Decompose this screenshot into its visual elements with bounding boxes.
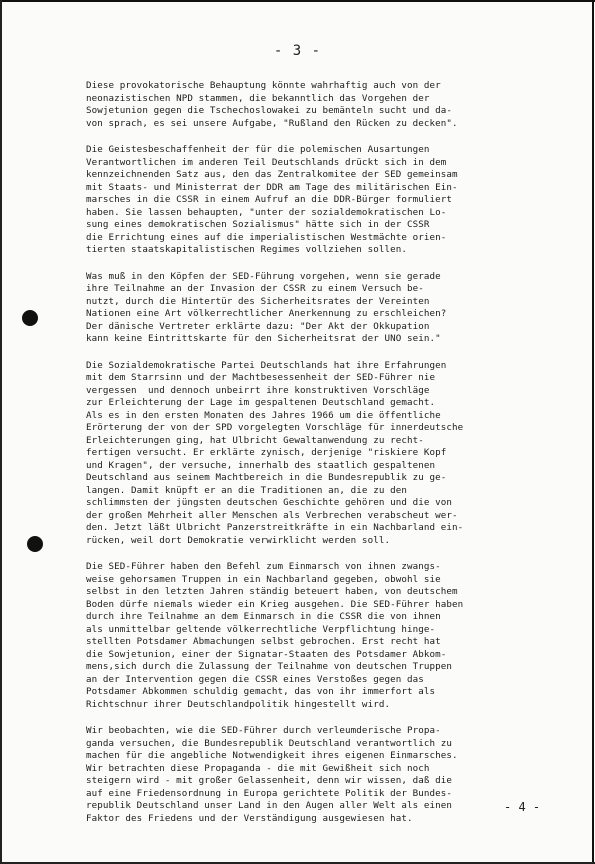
text-line: die Sowjetunion, einer der Signatar-Staaten des Potsdamer Abkom-	[86, 648, 447, 660]
text-line: mit Staats- und Ministerrat der DDR am Tage des militärischen Ein-	[86, 181, 458, 193]
text-line: mens,sich durch die Zulassung der Teilnahme von deutschen Truppen	[86, 661, 453, 672]
next-page-marker: - 4 -	[504, 800, 541, 814]
text-line: kennzeichnenden Satz aus, den das Zentralkomitee der SED gemeinsam	[86, 169, 458, 180]
paragraph	[86, 271, 546, 346]
text-line: mit dem Starrsinn und der Machtbesessenheit der SED-Führer nie	[86, 372, 436, 383]
text-line: als unmittelbar geltende völkerrechtliche Verpflichtung hinge-	[86, 623, 436, 635]
text-line: Erleichterungen ging, hat Ulbricht Gewaltanwendung zu recht-	[86, 434, 424, 446]
text-line: Deutschland aus seinem Machtbereich in die Bundesrepublik zu ge-	[86, 472, 447, 483]
text-line: Nationen eine Art völkerrechtlicher Anerkennung zu erschleichen?	[86, 308, 447, 319]
text-line: Der dänische Vertreter erklärte dazu: "Der Akt der Okkupation	[86, 320, 430, 332]
text-line: Was muß in den Köpfen der SED-Führung vorgehen, wenn sie gerade	[86, 270, 441, 282]
text-line: nutzt, durch die Hintertür des Sicherheitsrates der Vereinten	[86, 295, 430, 307]
text-line: auf eine Friedensordnung in Europa gerichtete Politik der Bundes-	[86, 787, 453, 799]
text-line: fertigen versucht. Er erklärte zynisch, derjenige "riskiere Kopf	[86, 447, 447, 458]
text-line: kann keine Eintrittskarte für den Sicherheitsrat der UNO sein."	[86, 333, 441, 344]
text-line: Wir betrachten diese Propaganda - die mit Gewißheit sich noch	[86, 762, 430, 774]
text-line: vergessen und dennoch unbeirrt ihre konstruktiven Vorschläge	[86, 384, 430, 396]
text-line: rücken, weil dort Demokratie verwirklicht werden soll.	[86, 534, 391, 546]
punch-hole-lower	[27, 536, 43, 552]
text-line: langen. Damit knüpft er an die Traditionen an, die zu den	[86, 484, 407, 496]
text-line: stellten Potsdamer Abmachungen selbst gebrochen. Erst recht hat	[86, 636, 441, 647]
text-line: selbst in den letzten Jahren ständig beteuert haben, von deutschem	[86, 586, 458, 597]
text-line: haben. Sie lassen behaupten, "unter der sozialdemokratischen Lo-	[86, 206, 447, 218]
paragraph	[86, 80, 546, 130]
text-line: ihre Teilnahme an der Invasion der CSSR zu einem Versuch be-	[86, 283, 424, 294]
paragraph	[86, 561, 546, 711]
text-line: Potsdamer Abkommen schuldig gemacht, das von ihr immerfort als	[86, 686, 436, 697]
paragraph	[86, 144, 546, 257]
text-line: und Kragen", der versuche, innerhalb des staatlich gespaltenen	[86, 459, 436, 471]
text-line: Die SED-Führer haben den Befehl zum Einmarsch von ihnen zwangs-	[86, 561, 441, 572]
text-line: republik Deutschland unser Land in den Augen aller Welt als einen	[86, 800, 453, 811]
text-line: tierten staatskapitalistischen Regimes vollziehen sollen.	[86, 244, 407, 255]
text-line: von sprach, es sei unsere Aufgabe, "Rußland den Rücken zu decken".	[86, 117, 458, 129]
text-line: Faktor des Friedens und der Verständigung ausgewiesen hat.	[86, 812, 413, 824]
text-line: Als es in den ersten Monaten des Jahres 1966 um die öffentliche	[86, 409, 441, 421]
text-line: ganda versuchen, die Bundesrepublik Deutschland verantwortlich zu	[86, 737, 453, 749]
text-line: Verantwortlichen im anderen Teil Deutschlands drückt sich in dem	[86, 156, 447, 168]
text-line: Die Sozialdemokratische Partei Deutschlands hat ihre Erfahrungen	[86, 359, 447, 371]
text-line: durch ihre Teilnahme an dem Einmarsch in die CSSR die von ihnen	[86, 611, 441, 622]
text-line: Erörterung der von der SPD vorgelegten Vorschläge für innerdeutsche	[86, 422, 464, 433]
page-edge-top	[0, 0, 595, 2]
text-line: Richtschnur ihrer Deutschlandpolitik hingestellt wird.	[86, 698, 391, 710]
text-line: marsches in die CSSR in einem Aufruf an die DDR-Bürger formuliert	[86, 194, 453, 205]
text-line: der großen Mehrheit aller Menschen als Verbrechen verabscheut wer-	[86, 509, 458, 521]
text-line: neonazistischen NPD stammen, die bekanntlich das Vorgehen der	[86, 92, 430, 104]
text-line: zur Erleichterung der Lage im gespaltenen Deutschland gemacht.	[86, 397, 436, 408]
text-line: Diese provokatorische Behauptung könnte wahrhaftig auch von der	[86, 80, 441, 91]
text-line: die Errichtung eines auf die imperialistischen Westmächte orien-	[86, 231, 447, 243]
text-line: Boden dürfe niemals wieder ein Krieg ausgehen. Die SED-Führer haben	[86, 598, 464, 610]
text-line: steigern wird - mit großer Gelassenheit, denn wir wissen, daß die	[86, 775, 453, 786]
paragraph	[86, 360, 546, 548]
text-line: schlimmsten der jüngsten deutschen Geschichte gehören und die von	[86, 497, 453, 508]
punch-hole-upper	[22, 310, 38, 326]
page-edge-left	[0, 0, 2, 864]
text-line: an der Intervention gegen die CSSR eines Verstoßes gegen das	[86, 673, 424, 685]
paragraph	[86, 725, 546, 825]
page-number: - 3 -	[273, 43, 322, 59]
text-line: machen für die angebliche Notwendigkeit ihres eigenen Einmarsches.	[86, 750, 458, 761]
document-body	[86, 80, 546, 839]
text-line: Die Geistesbeschaffenheit der für die polemischen Ausartungen	[86, 144, 430, 155]
text-line: Sowjetunion gegen die Tschechoslowakei zu bemänteln sucht und da-	[86, 105, 453, 116]
text-line: sung eines demokratischen Sozialismus" hätte sich in der CSSR	[86, 219, 430, 230]
text-line: den. Jetzt läßt Ulbricht Panzerstreitkräfte in ein Nachbarland ein-	[86, 522, 464, 533]
page-edge-right	[592, 0, 594, 864]
text-line: weise gehorsamen Truppen in ein Nachbarland gegeben, obwohl sie	[86, 573, 441, 585]
text-line: Wir beobachten, wie die SED-Führer durch verleumderische Propa-	[86, 725, 441, 736]
